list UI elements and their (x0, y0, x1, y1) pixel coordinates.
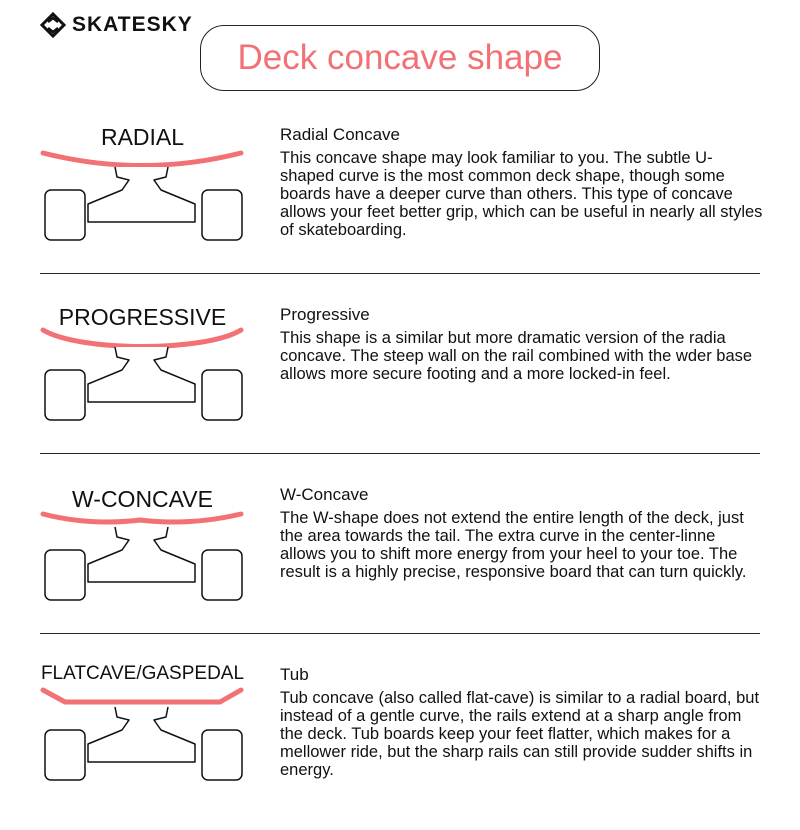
description-body: This concave shape may look familiar to you. The subtle U-shaped curve is the most common deck shape, though some boards have a deeper curve than others. This type of concave allows your feet better grip, which can be useful in nearly all styles of skateboarding. (280, 149, 763, 239)
section-divider (40, 633, 760, 634)
deck-curve (43, 514, 241, 522)
description-title: W-Concave (280, 485, 369, 504)
deck-curve (43, 153, 241, 166)
section-w-concave (40, 470, 760, 650)
description-body: The W-shape does not extend the entire length of the deck, just the area towards the tail. The extra curve in the center-linne allows you to shift more energy from your heel to your toe. The result is a highly precise, responsive board that can turn quickly. (280, 509, 747, 581)
section-divider (40, 453, 760, 454)
description-title: Progressive (280, 305, 370, 324)
section-radial (40, 110, 763, 290)
truck-icon (45, 707, 242, 780)
concave-label: RADIAL (100, 124, 185, 150)
description (280, 486, 765, 581)
truck-icon (45, 167, 242, 240)
section-flatcave (40, 650, 760, 830)
deck-curve (43, 330, 241, 347)
description-body: This shape is a similar but more dramatic version of the radia concave. The steep wall on the rail combined with the wder base allows more secure footing and a more locked-in feel. (280, 329, 753, 383)
description-title: Radial Concave (280, 125, 401, 144)
description (280, 306, 765, 383)
brand-logo (40, 10, 193, 40)
page-title: Deck concave shape (237, 38, 563, 77)
truck-icon (45, 347, 242, 420)
concave-label: PROGRESSIVE (58, 304, 227, 330)
skatesky-logo-icon (40, 12, 66, 38)
radial-deck-illustration (40, 110, 250, 290)
section-progressive (40, 290, 760, 470)
w-concave-deck-illustration (40, 470, 250, 650)
description-body: Tub concave (also called flat-cave) is similar to a radial board, but instead of a gentle curve, the rails extend at a sharp angle from the deck. Tub boards keep your feet flatter, which makes for a mellower ride, but the sharp rails can still provide sudder shifts in energy. (280, 689, 760, 779)
logo-text: SKATESKY (72, 13, 193, 36)
description (280, 666, 765, 779)
truck-icon (45, 527, 242, 600)
title-box (200, 25, 600, 91)
deck-curve (43, 690, 241, 702)
section-divider (40, 273, 760, 274)
progressive-deck-illustration (40, 290, 250, 470)
concave-label: W-CONCAVE (72, 486, 213, 512)
flatcave-deck-illustration (40, 650, 250, 830)
description-title: Tub (280, 665, 309, 684)
concave-label: FLATCAVE/GASPEDAL (40, 663, 245, 684)
description (280, 126, 765, 239)
